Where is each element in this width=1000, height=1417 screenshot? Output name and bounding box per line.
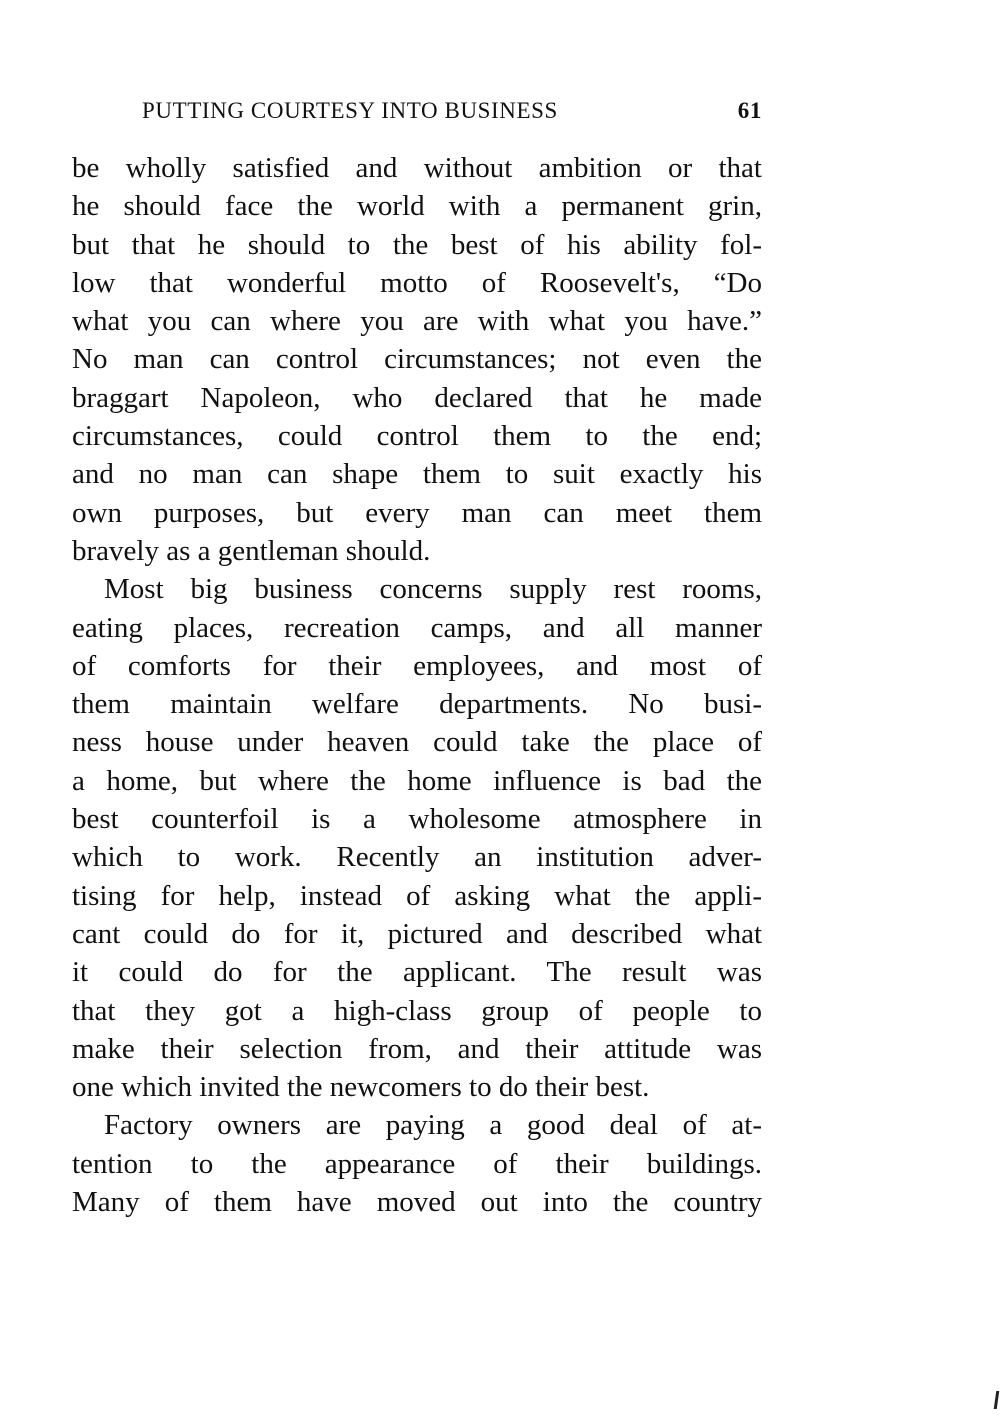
text-line: and no man can shape them to suit exactly his (72, 458, 762, 491)
text-line: of comforts for their employees, and most of (72, 649, 762, 682)
text-line: bravely as a gentleman should. (72, 534, 431, 567)
page-number: 61 (737, 98, 762, 123)
text-line: ness house under heaven could take the place of (72, 726, 762, 759)
paragraph-1 (72, 149, 762, 570)
text-line: one which invited the newcomers to do their best. (72, 1071, 650, 1104)
text-line: it could do for the applicant. The result was (72, 956, 762, 989)
text-line: low that wonderful motto of Roosevelt's, “Do (72, 266, 762, 299)
running-head (142, 98, 762, 134)
text-line: No man can control circumstances; not even the (72, 343, 762, 376)
text-line: but that he should to the best of his ability fol- (72, 228, 762, 261)
text-line: Factory owners are paying a good deal of at- (104, 1109, 762, 1142)
paragraph-3 (72, 1106, 762, 1221)
paragraph-2 (72, 570, 762, 1106)
text-line: circumstances, could control them to the end; (72, 420, 762, 453)
text-line: he should face the world with a permanent grin, (72, 190, 762, 223)
text-line: them maintain welfare departments. No busi- (72, 688, 762, 721)
text-line: which to work. Recently an institution adver- (72, 841, 762, 874)
scan-artifact-mark (994, 1391, 1000, 1409)
text-line: tention to the appearance of their buildings. (72, 1147, 762, 1180)
text-line: tising for help, instead of asking what the appli- (72, 879, 762, 912)
text-line: make their selection from, and their attitude was (72, 1032, 762, 1065)
text-line: Many of them have moved out into the country (72, 1186, 762, 1219)
text-line: that they got a high-class group of people to (72, 994, 762, 1027)
text-line: best counterfoil is a wholesome atmosphere in (72, 803, 762, 836)
text-line: eating places, recreation camps, and all manner (72, 611, 762, 644)
text-line: a home, but where the home influence is bad the (72, 764, 762, 797)
text-line: what you can where you are with what you have.” (72, 305, 762, 338)
text-line: be wholly satisfied and without ambition or that (72, 152, 762, 184)
text-line: Most big business concerns supply rest rooms, (104, 573, 762, 606)
running-title: PUTTING COURTESY INTO BUSINESS (142, 98, 558, 123)
text-line: cant could do for it, pictured and described what (72, 917, 762, 950)
text-line: braggart Napoleon, who declared that he made (72, 381, 762, 414)
body-text (72, 149, 762, 1221)
text-line: own purposes, but every man can meet them (72, 496, 762, 529)
